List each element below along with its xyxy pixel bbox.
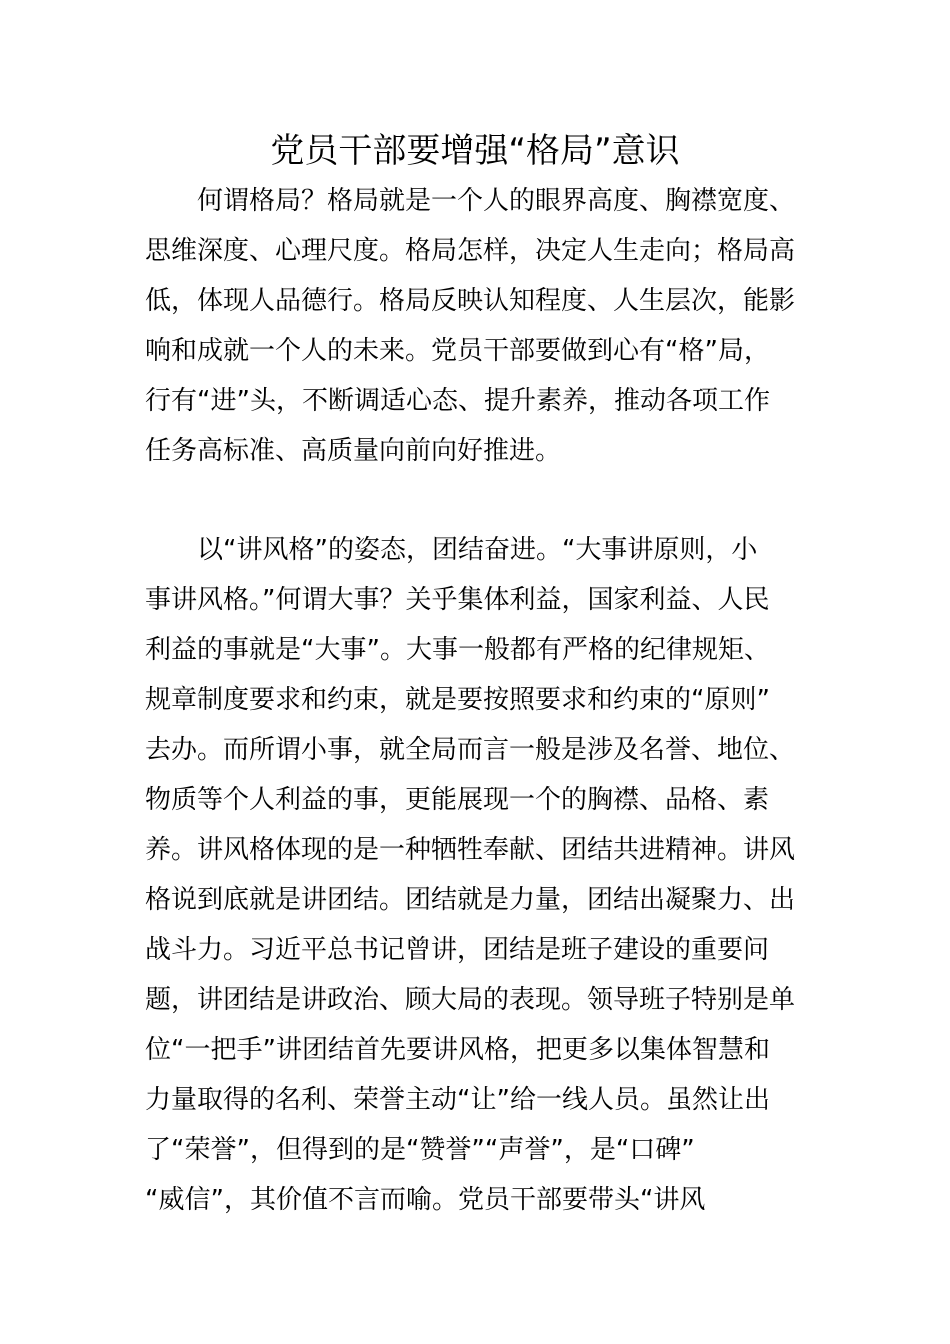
paragraph-1 (145, 176, 810, 476)
paragraph-line: 格说到底就是讲团结。团结就是力量，团结出凝聚力、出 (145, 885, 796, 915)
paragraph-line: 战斗力。习近平总书记曾讲，团结是班子建设的重要问 (145, 935, 770, 965)
paragraph-line: 题，讲团结是讲政治、顾大局的表现。领导班子特别是单 (145, 985, 796, 1015)
paragraph-line: 物质等个人利益的事，更能展现一个的胸襟、品格、素 (145, 785, 770, 815)
paragraph-line: 规章制度要求和约束，就是要按照要求和约束的“原则” (145, 685, 770, 715)
paragraph-line: 响和成就一个人的未来。党员干部要做到心有“格”局， (145, 336, 770, 366)
paragraph-line: 低，体现人品德行。格局反映认知程度、人生层次，能影 (145, 286, 796, 316)
paragraph-line: 去办。而所谓小事，就全局而言一般是涉及名誉、地位、 (145, 735, 796, 765)
paragraph-line: “威信”，其价值不言而喻。党员干部要带头“讲风 (145, 1185, 706, 1215)
paragraph-line: 位“一把手”讲团结首先要讲风格，把更多以集体智慧和 (145, 1035, 770, 1065)
paragraph-line: 行有“进”头，不断调适心态、提升素养，推动各项工作 (145, 386, 770, 416)
paragraph-line: 事讲风格。”何谓大事？关乎集体利益，国家利益、人民 (145, 585, 770, 615)
paragraph-line: 了“荣誉”，但得到的是“赞誉”“声誉”，是“口碑” (145, 1135, 695, 1165)
paragraph-line: 利益的事就是“大事”。大事一般都有严格的纪律规矩、 (145, 635, 770, 665)
paragraph-line: 力量取得的名利、荣誉主动“让”给一线人员。虽然让出 (145, 1085, 770, 1115)
paragraph-line: 何谓格局？格局就是一个人的眼界高度、胸襟宽度、 (145, 186, 796, 216)
paragraph-line: 思维深度、心理尺度。格局怎样，决定人生走向；格局高 (145, 236, 796, 266)
document-title: 党员干部要增强“格局”意识 (270, 131, 680, 171)
paragraph-2 (145, 525, 810, 1225)
paragraph-line: 以“讲风格”的姿态，团结奋进。“大事讲原则，小 (145, 535, 758, 565)
paragraph-line: 养。讲风格体现的是一种牺牲奉献、团结共进精神。讲风 (145, 835, 796, 865)
paragraph-line: 任务高标准、高质量向前向好推进。 (145, 436, 562, 466)
